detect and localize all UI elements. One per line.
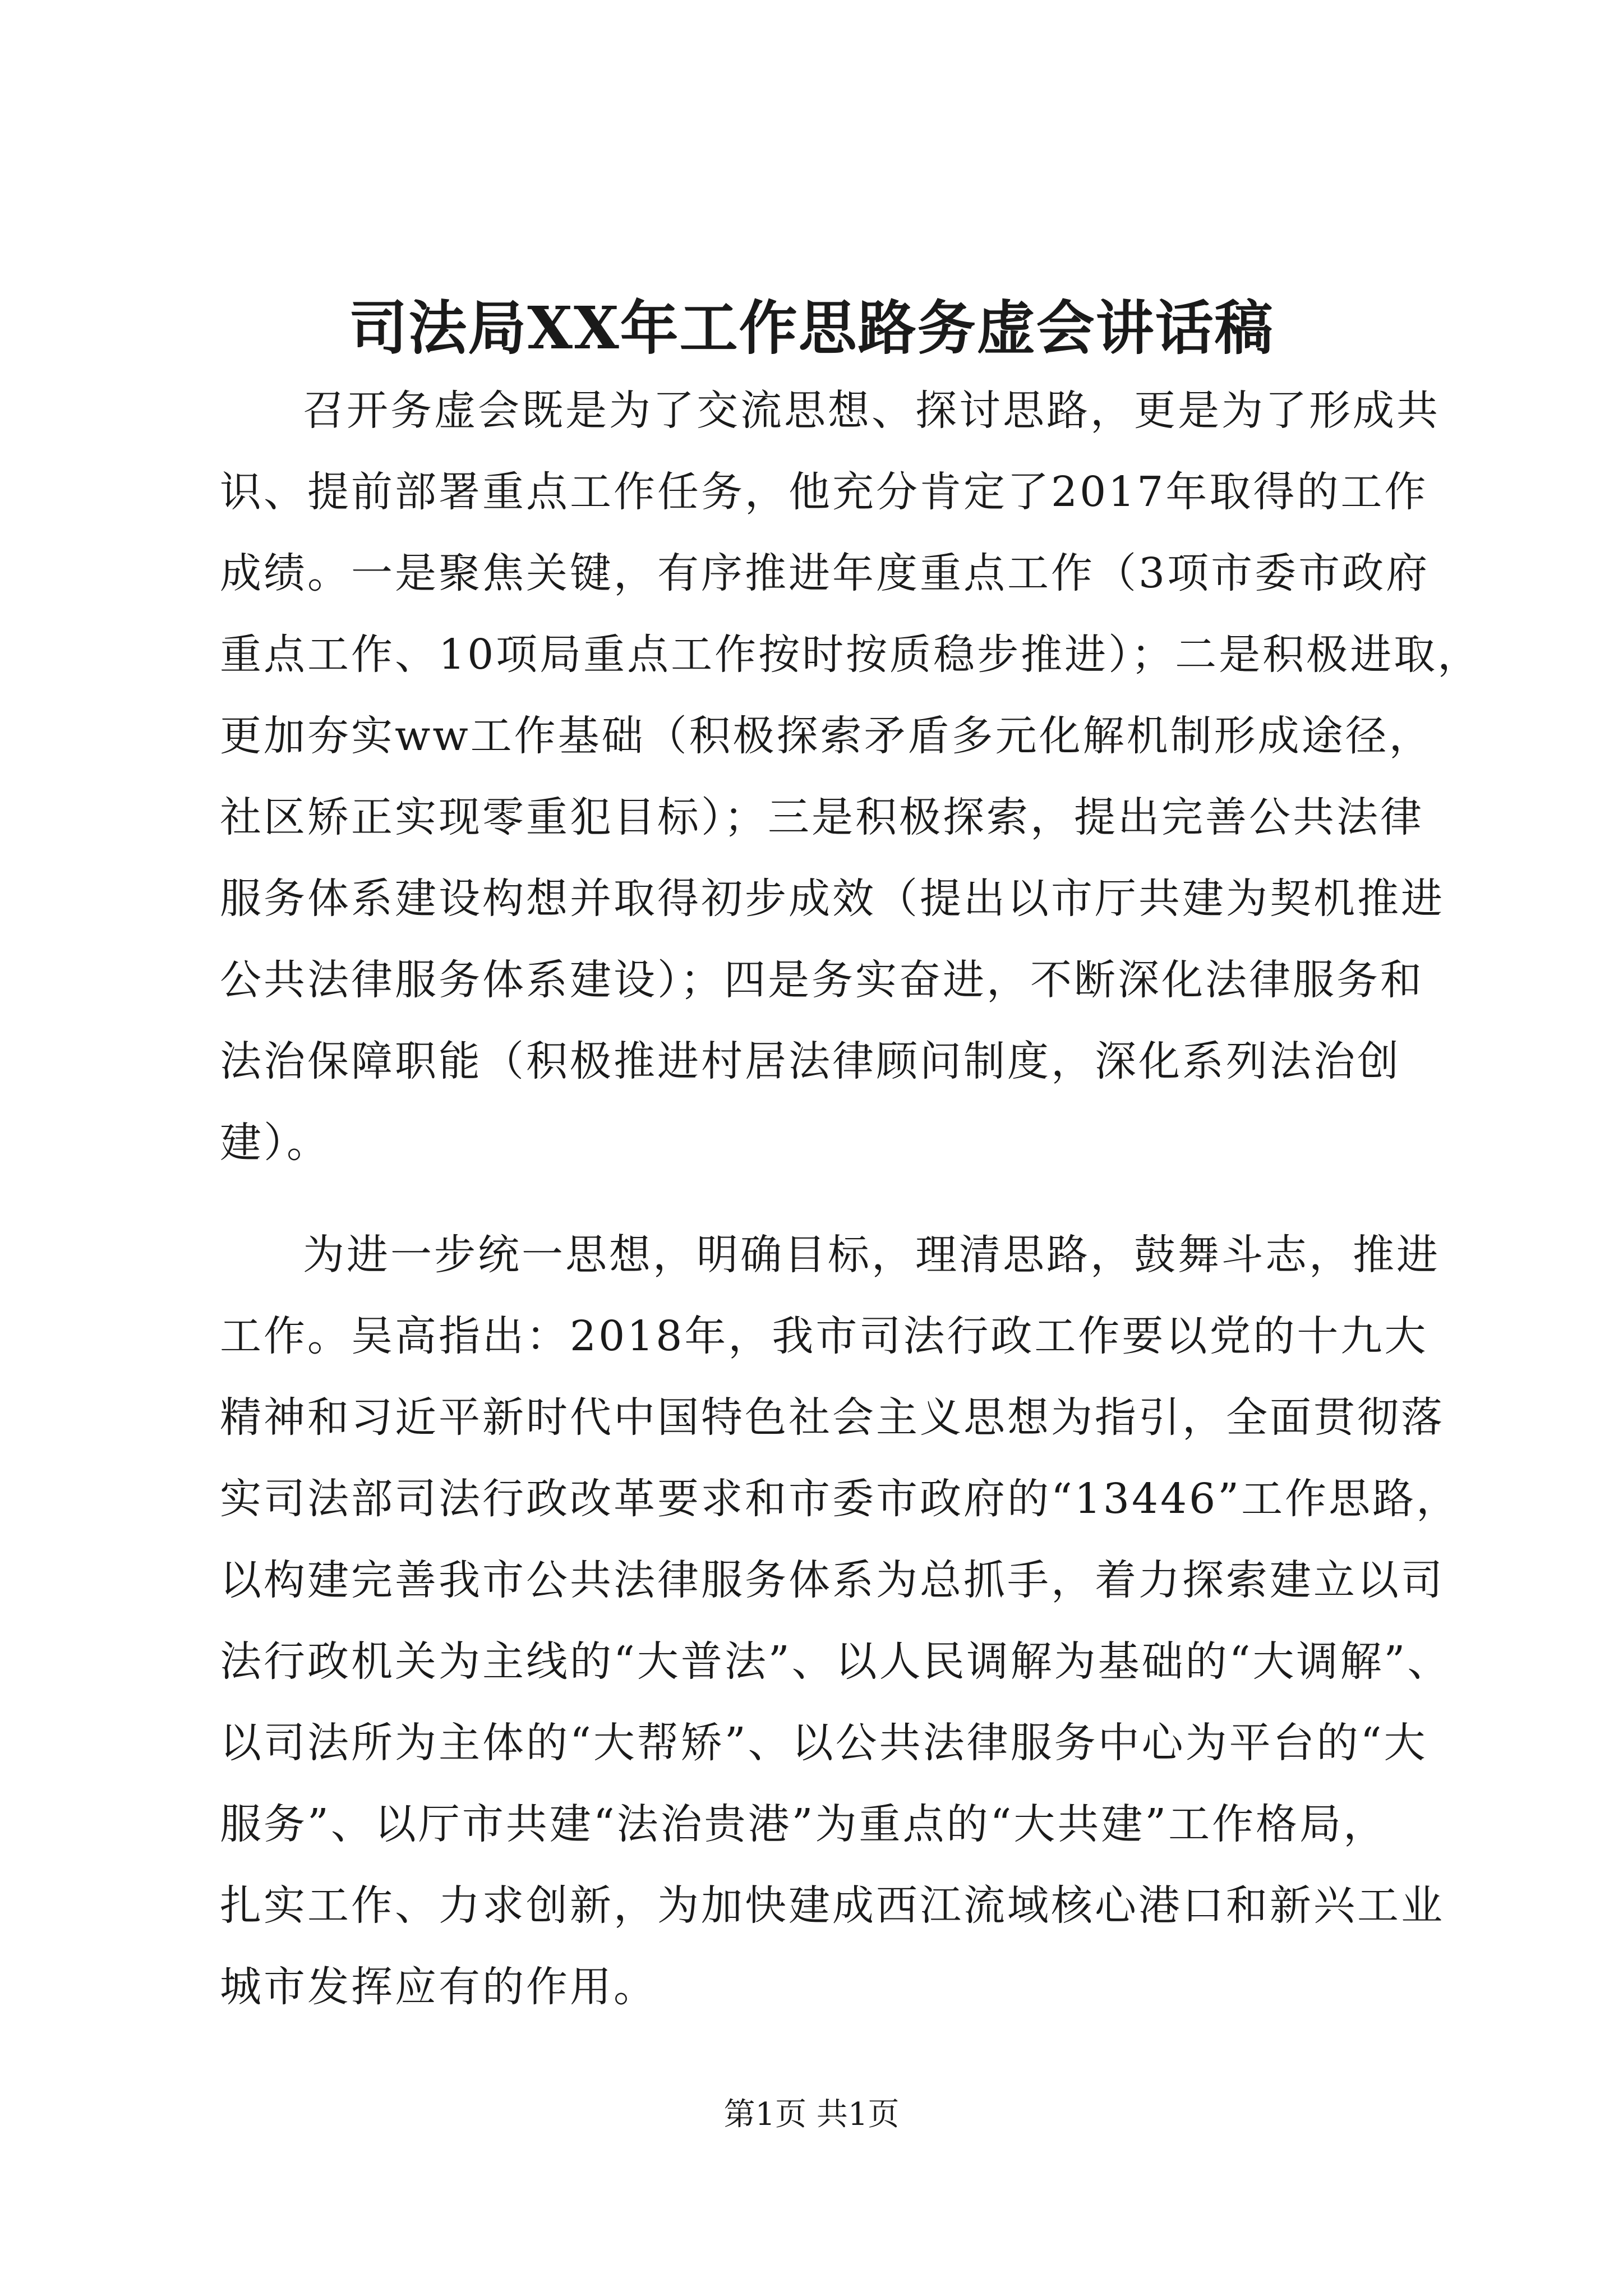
paragraph-1 (220, 370, 1482, 1184)
paragraph-line: 以构建完善我市公共法律服务体系为总抓手，着力探索建立以司 (220, 1556, 1445, 1604)
paragraph-line: 为进一步统一思想，明确目标，理清思路，鼓舞斗志，推进 (303, 1231, 1440, 1279)
paragraph-line: 识、提前部署重点工作任务，他充分肯定了2017年取得的工作 (220, 468, 1428, 516)
paragraph-line: 服务”、以厅市共建“法治贵港”为重点的“大共建”工作格局， (220, 1800, 1387, 1848)
paragraph-line: 以司法所为主体的“大帮矫”、以公共法律服务中心为平台的“大 (220, 1719, 1428, 1767)
paragraph-2 (220, 1214, 1460, 2028)
page-number-footer: 第1页 共1页 (723, 2096, 900, 2133)
paragraph-line: 工作。吴高指出：2018年，我市司法行政工作要以党的十九大 (220, 1312, 1428, 1360)
document-title: 司法局XX年工作思路务虚会讲话稿 (349, 293, 1274, 362)
paragraph-line: 建）。 (220, 1119, 330, 1167)
paragraph-line: 法治保障职能（积极推进村居法律顾问制度，深化系列法治创 (220, 1037, 1401, 1085)
paragraph-line: 法行政机关为主线的“大普法”、以人民调解为基础的“大调解”、 (220, 1637, 1451, 1686)
paragraph-line: 社区矫正实现零重犯目标）；三是积极探索，提出完善公共法律 (220, 793, 1424, 841)
paragraph-line: 服务体系建设构想并取得初步成效（提出以市厅共建为契机推进 (220, 875, 1445, 923)
document-body (220, 370, 1482, 2028)
paragraph-line: 精神和习近平新时代中国特色社会主义思想为指引，全面贯彻落 (220, 1393, 1445, 1442)
paragraph-line: 扎实工作、力求创新，为加快建成西江流域核心港口和新兴工业 (220, 1881, 1445, 1930)
paragraph-spacer (220, 1184, 1431, 1214)
paragraph-line: 公共法律服务体系建设）；四是务实奋进，不断深化法律服务和 (220, 956, 1424, 1004)
paragraph-line: 更加夯实ww工作基础（积极探索矛盾多元化解机制形成途径， (220, 712, 1433, 760)
paragraph-line: 成绩。一是聚焦关键，有序推进年度重点工作（3项市委市政府 (220, 549, 1430, 597)
paragraph-line: 召开务虚会既是为了交流思想、探讨思路，更是为了形成共 (303, 386, 1440, 435)
paragraph-line: 城市发挥应有的作用。 (220, 1963, 657, 2011)
paragraph-line: 重点工作、10项局重点工作按时按质稳步推进）；二是积极进取， (220, 631, 1482, 679)
paragraph-line: 实司法部司法行政改革要求和市委市政府的“13446”工作思路， (220, 1475, 1460, 1523)
